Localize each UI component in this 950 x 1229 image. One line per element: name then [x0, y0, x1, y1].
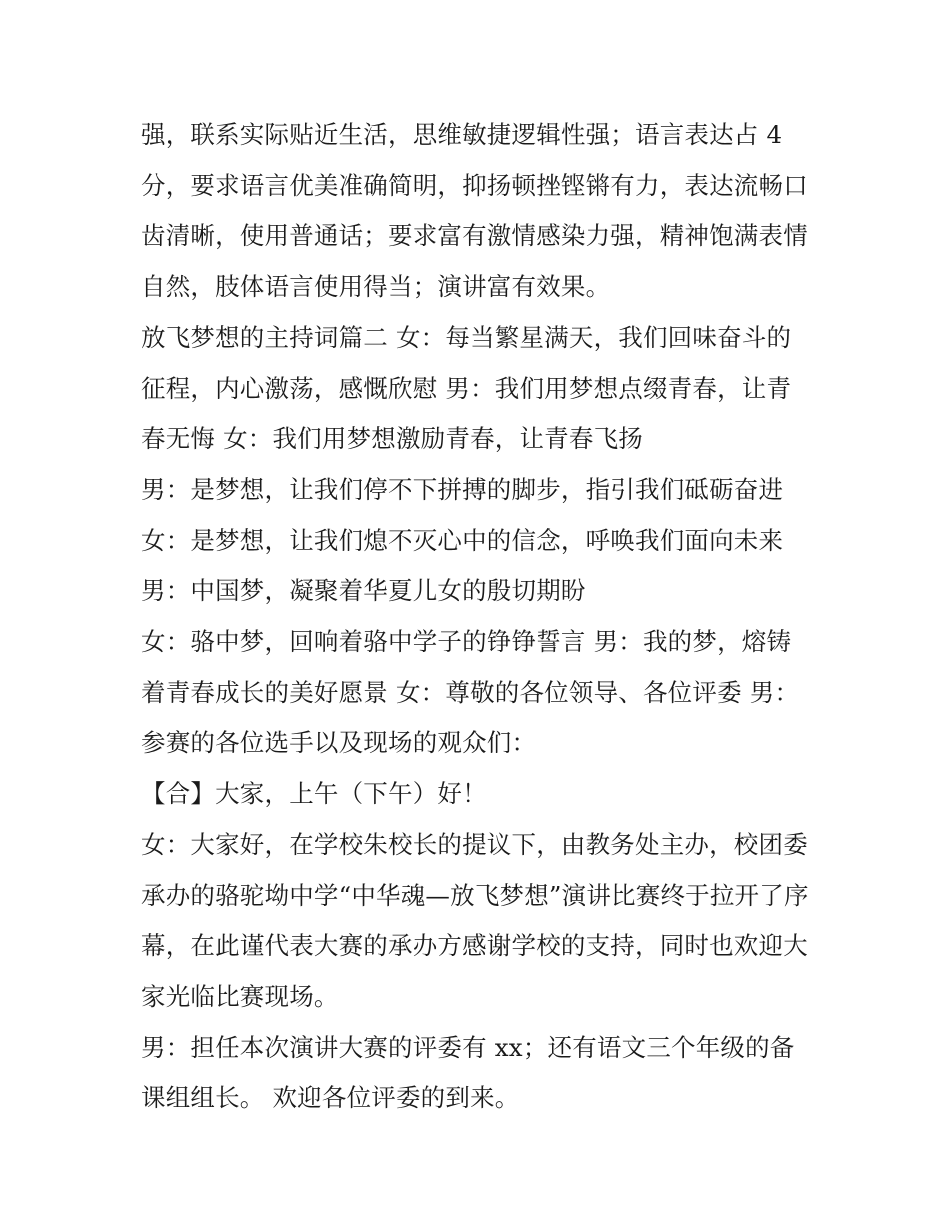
text-line: 女：是梦想，让我们熄不灭心中的信念，呼唤我们面向未来 [141, 525, 784, 555]
text-line: 【合】大家，上午（下午）好！ [141, 779, 487, 809]
text-line: 春无悔 女：我们用梦想激励青春，让青春飞扬 [141, 424, 643, 454]
text-line: 分，要求语言优美准确简明，抑扬顿挫铿锵有力，表达流畅口 [141, 170, 808, 200]
document-body [141, 110, 821, 1124]
text-line: 自然，肢体语言使用得当；演讲富有效果。 [141, 272, 611, 302]
text-line: 课组组长。 欢迎各位评委的到来。 [141, 1083, 520, 1113]
text-line: 男：中国梦，凝聚着华夏儿女的殷切期盼 [141, 576, 586, 606]
text-line: 强，联系实际贴近生活，思维敏捷逻辑性强；语言表达占 4 [141, 120, 783, 149]
text-line: 放飞梦想的主持词篇二 女：每当繁星满天，我们回味奋斗的 [141, 322, 792, 352]
paragraph-female-dream-belief [141, 516, 821, 567]
text-line: 承办的骆驼坳中学“中华魂—放飞梦想”演讲比赛终于拉开了序 [141, 880, 809, 910]
paragraph-female-school-dream [141, 617, 821, 769]
paragraph-joint-greeting [141, 769, 821, 820]
paragraph-female-introduction [141, 820, 821, 1023]
paragraph-host-script-opening [141, 313, 821, 465]
text-line: 男：是梦想，让我们停不下拼搏的脚步，指引我们砥砺奋进 [141, 474, 784, 504]
paragraph-male-dream-striving [141, 465, 821, 516]
text-line: 齿清晰，使用普通话；要求富有激情感染力强，精神饱满表情 [141, 221, 808, 251]
text-line: 家光临比赛现场。 [141, 981, 339, 1011]
text-line: 征程，内心激荡，感慨欣慰 男：我们用梦想点缀青春，让青 [141, 373, 792, 403]
text-line: 参赛的各位选手以及现场的观众们： [141, 728, 537, 758]
text-line: 女：骆中梦，回响着骆中学子的铮铮誓言 男：我的梦，熔铸 [141, 627, 792, 657]
text-line: 男：担任本次演讲大赛的评委有 xx；还有语文三个年级的备 [141, 1032, 795, 1062]
text-line: 幕，在此谨代表大赛的承办方感谢学校的支持，同时也欢迎大 [141, 931, 808, 961]
paragraph-male-china-dream [141, 566, 821, 617]
text-line: 着青春成长的美好愿景 女：尊敬的各位领导、各位评委 男： [141, 677, 800, 707]
paragraph-male-judges [141, 1023, 821, 1124]
paragraph-scoring-criteria [141, 110, 821, 313]
text-line: 女：大家好，在学校朱校长的提议下，由教务处主办，校团委 [141, 829, 808, 859]
